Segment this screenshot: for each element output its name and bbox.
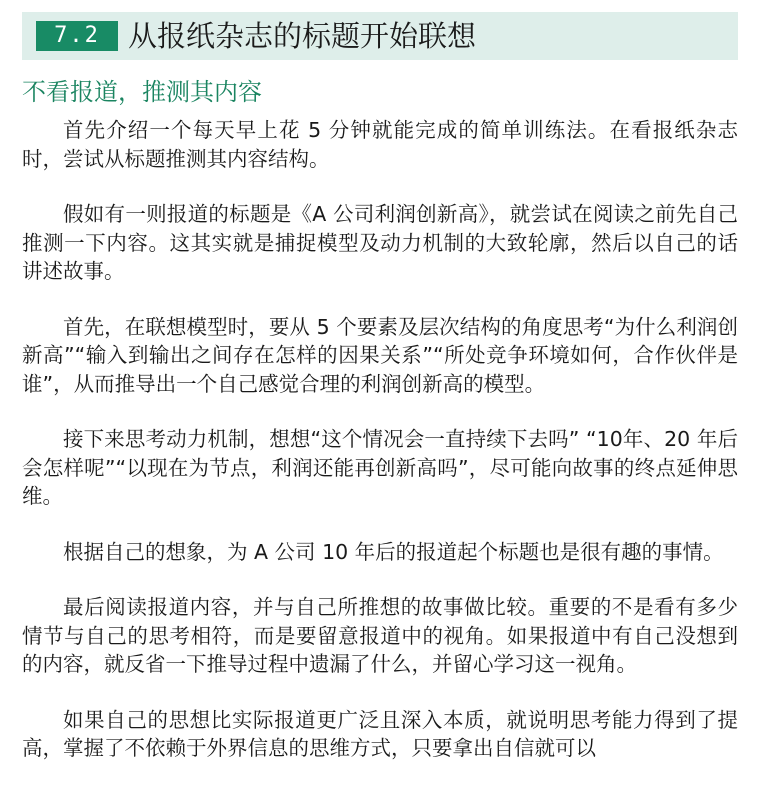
section-number-badge: 7.2 [36, 21, 118, 51]
paragraph-5: 根据自己的想象，为 A 公司 10 年后的报道起个标题也是很有趣的事情。 [63, 539, 724, 564]
paragraph-6: 最后阅读报道内容，并与自己所推想的故事做比较。重要的不是看有多少情节与自己的思考相符，而是要留意报道中的视角。如果报道中有自己没想到的内容，就反省一下推导过程中遗漏了什么，并留心学习这一视角。 [22, 595, 738, 676]
paragraph-7: 如果自己的思想比实际报道更广泛且深入本质，就说明思考能力得到了提高，掌握了不依赖于外界信息的思维方式，只要拿出自信就可以 [22, 707, 738, 760]
paragraph-4: 接下来思考动力机制，想想“这个情况会一直持续下去吗” “10年、20 年后会怎样呢”“以现在为节点，利润还能再创新高吗”，尽可能向故事的终点延伸思维。 [22, 427, 738, 508]
body-text [22, 116, 738, 790]
section-header [22, 12, 738, 60]
paragraph-2: 假如有一则报道的标题是《A 公司利润创新高》，就尝试在阅读之前先自己推测一下内容。这其实就是捕捉模型及动力机制的大致轮廓，然后以自己的话讲述故事。 [22, 202, 738, 283]
paragraph-3: 首先，在联想模型时，要从 5 个要素及层次结构的角度思考“为什么利润创新高”“输入到输出之间存在怎样的因果关系”“所处竞争环境如何，合作伙伴是谁”，从而推导出一个自己感觉合理的利润创新高的模型。 [22, 314, 738, 396]
paragraph-1: 首先介绍一个每天早上花 5 分钟就能完成的简单训练法。在看报纸杂志时，尝试从标题推测其内容结构。 [22, 118, 738, 171]
subsection-title: 不看报道，推测其内容 [22, 78, 262, 106]
section-title: 从报纸杂志的标题开始联想 [128, 19, 477, 53]
